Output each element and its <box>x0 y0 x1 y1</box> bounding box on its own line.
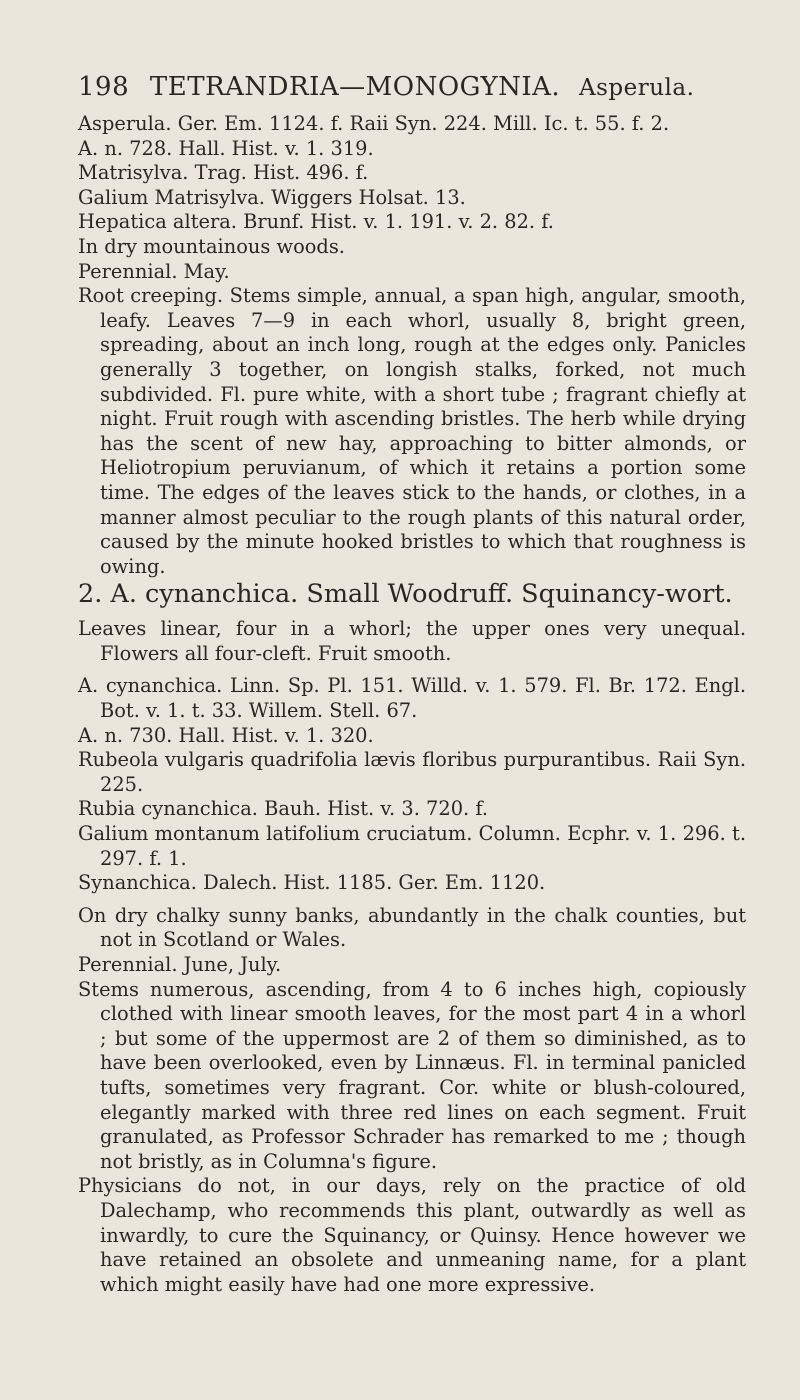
synonym-rubeola: Rubeola vulgaris quadrifolia lævis floribus purpurantibus. Raii Syn. 225. <box>78 748 746 796</box>
book-page <box>78 72 746 1297</box>
synonym-matrisylva: Matrisylva. Trag. Hist. 496. f. <box>78 161 369 185</box>
page-number: 198 <box>78 72 130 102</box>
synonym-cynanchica: A. cynanchica. Linn. Sp. Pl. 151. Willd. v. 1. 579. Fl. Br. 172. Engl. Bot. v. 1. t. 33. Willem. Stell. 67. <box>78 674 746 723</box>
species-diagnosis: Leaves linear, four in a whorl; the upper ones very unequal. Flowers all four-cleft. Fruit smooth. <box>78 617 746 665</box>
running-header <box>78 72 746 102</box>
habitat: On dry chalky sunny banks, abundantly in the chalk counties, but not in Scotland or Wales. <box>78 903 746 952</box>
species-title: 2. A. cynanchica. Small Woodruff. Squinancy-wort. <box>78 579 733 610</box>
species-description: Root creeping. Stems simple, annual, a span high, angular, smooth, leafy. Leaves 7—9 in each whorl, usually 8, bright green, spreading, about an inch long, rough at the edges only. Panicles generally 3 together, on longish stalks, forked, not much subdivided. Fl. pure white, with a short tube ; fragrant chiefly at night. Fruit rough with ascending bristles. The herb while drying has the scent of new hay, approaching to bitter almonds, or Heliotropium peruvianum, of which it retains a portion some time. The edges of the leaves stick to the hands, or clothes, in a manner almost peculiar to the rough plants of this natural order, caused by the minute hooked bristles to which that roughness is owing. <box>78 284 746 578</box>
header-title: TETRANDRIA—MONOGYNIA. <box>149 72 561 102</box>
synonym-synanchica: Synanchica. Dalech. Hist. 1185. Ger. Em. 1120. <box>78 871 546 895</box>
synonym-galium: Galium montanum latifolium cruciatum. Column. Ecphr. v. 1. 296. t. 297. f. 1. <box>78 822 746 870</box>
header-genus: Asperula. <box>578 75 695 101</box>
synonym-rubia: Rubia cynanchica. Bauh. Hist. v. 3. 720. f. <box>78 797 489 821</box>
habitat: In dry mountainous woods. <box>78 234 345 258</box>
synonym-asperula: Asperula. Ger. Em. 1124. f. Raii Syn. 224. Mill. Ic. t. 55. f. 2. <box>78 112 670 135</box>
synonym-an: A. n. 728. Hall. Hist. v. 1. 319. <box>78 136 374 160</box>
duration: Perennial. May. <box>78 259 230 283</box>
synonym-hepatica: Hepatica altera. Brunf. Hist. v. 1. 191. v. 2. 82. f. <box>78 210 554 234</box>
species-description: Stems numerous, ascending, from 4 to 6 inches high, copiously clothed with linear smooth leaves, for the most part 4 in a whorl ; but some of the uppermost are 2 of them so diminished, as to have been overlooked, even by Linnæus. Fl. in terminal panicled tufts, sometimes very fragrant. Cor. white or blush-coloured, elegantly marked with three red lines on each segment. Fruit granulated, as Professor Schrader has remarked to me ; though not bristly, as in Columna's figure. <box>78 977 746 1173</box>
synonym-an: A. n. 730. Hall. Hist. v. 1. 320. <box>78 723 374 747</box>
synonym-galium: Galium Matrisylva. Wiggers Holsat. 13. <box>78 185 466 209</box>
duration: Perennial. June, July. <box>78 953 282 976</box>
medicinal-note: Physicians do not, in our days, rely on the practice of old Dalechamp, who recommends this plant, outwardly as well as inwardly, to cure the Squinancy, or Quinsy. Hence however we have retained an obsolete and unmeaning name, for a plant which might easily have had one more expressive. <box>78 1174 746 1296</box>
